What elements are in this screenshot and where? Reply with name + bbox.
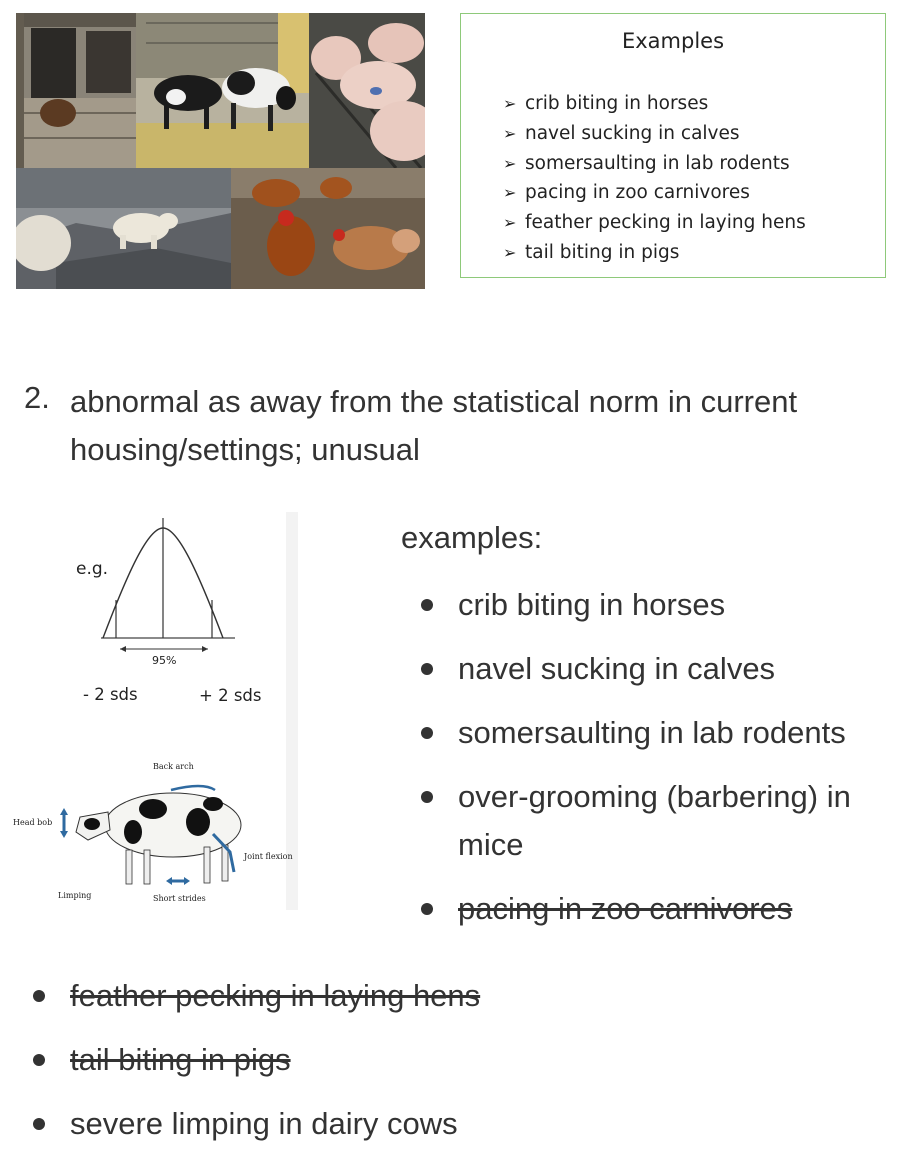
bullet-icon [421, 903, 433, 915]
list-item: ➢ feather pecking in laying hens [503, 208, 806, 238]
list-item: over-grooming (barbering) in mice [413, 773, 903, 869]
list-item-struck: tail biting in pigs [26, 1036, 906, 1084]
plus-2-sds-label: + 2 sds [199, 686, 262, 705]
arrow-bullet-icon: ➢ [503, 213, 517, 233]
animal-photo-collage [16, 13, 425, 289]
list-item: crib biting in horses [413, 581, 903, 629]
bullet-icon [421, 599, 433, 611]
list-item-struck: pacing in zoo carnivores [413, 885, 903, 933]
list-item: severe limping in dairy cows [26, 1100, 906, 1148]
bullet-icon [33, 1054, 45, 1066]
bullet-icon [421, 791, 433, 803]
list-item: somersaulting in lab rodents [413, 709, 903, 757]
limping-label: Limping [58, 891, 92, 900]
list-item-struck: feather pecking in laying hens [26, 972, 906, 1020]
bell-curve-diagram [76, 518, 261, 705]
list-item: navel sucking in calves [413, 645, 903, 693]
examples-box-list [503, 89, 806, 268]
eg-label: e.g. [76, 559, 109, 579]
lame-cow-illustration [13, 762, 293, 903]
horse-stable-photo [16, 13, 136, 168]
arrow-bullet-icon: ➢ [503, 123, 517, 143]
bullet-icon [33, 1118, 45, 1130]
examples-box [460, 13, 886, 278]
bullet-icon [33, 990, 45, 1002]
bullet-icon [421, 727, 433, 739]
polar-bear-photo [16, 168, 231, 289]
joint-flexion-label: Joint flexion [244, 852, 293, 861]
point-text: abnormal as away from the statistical norm in current housing/settings; unusual [70, 384, 798, 467]
normal-distribution-and-cow-figure [8, 512, 298, 910]
examples-heading: examples: [401, 520, 543, 555]
examples-list [413, 581, 903, 949]
arrow-bullet-icon: ➢ [503, 94, 517, 113]
hens-photo [231, 168, 425, 289]
list-item: ➢ navel sucking in calves [503, 119, 806, 149]
examples-box-title: Examples [621, 29, 725, 53]
list-item: ➢ somersaulting in lab rodents [503, 149, 806, 179]
pct-label: 95% [152, 654, 177, 667]
continued-examples-list [26, 972, 906, 1164]
list-item: ➢ crib biting in horses [503, 89, 806, 119]
pigs-photo [309, 13, 425, 168]
bullet-icon [421, 663, 433, 675]
calves-photo [136, 13, 309, 168]
list-item: ➢ tail biting in pigs [503, 238, 806, 268]
list-item: ➢ pacing in zoo carnivores [503, 178, 806, 208]
list-number: 2. [24, 380, 50, 415]
arrow-bullet-icon: ➢ [503, 183, 517, 203]
head-bob-label: Head bob [13, 818, 53, 827]
back-arch-label: Back arch [153, 762, 194, 771]
arrow-bullet-icon: ➢ [503, 242, 517, 262]
arrow-bullet-icon: ➢ [503, 153, 517, 173]
short-strides-label: Short strides [153, 894, 206, 903]
minus-2-sds-label: - 2 sds [83, 685, 138, 704]
